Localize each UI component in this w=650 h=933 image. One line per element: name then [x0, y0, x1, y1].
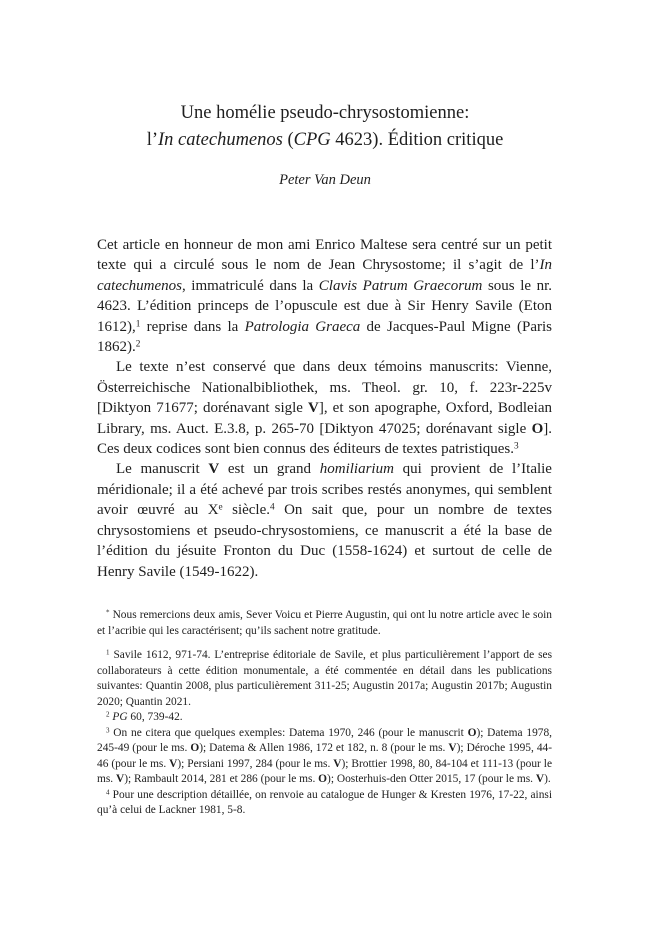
- title-text: l’: [146, 130, 159, 150]
- footnote-text: PG: [112, 711, 128, 723]
- siglum: O: [531, 420, 544, 437]
- text-run: Le texte n’est conservé que dans deux témoins manuscrits: Vienne, Österreichische Nationalbibliothek, ms. Theol. gr. 10, f. 223r-225v [Diktyon 71677; dorénavant sigle: [97, 359, 552, 417]
- footnote-ref-1[interactable]: 1: [135, 318, 141, 329]
- work-title: Clavis Patrum Graecorum: [318, 277, 483, 294]
- text-run: ]. Ces deux codices sont bien connus des éditeurs de textes patristiques.: [97, 420, 552, 458]
- footnote-2: [97, 710, 552, 726]
- footnote-3: [97, 726, 552, 788]
- text-run: Le manuscrit: [116, 461, 209, 478]
- title-line-1: Une homélie pseudo-chrysostomienne:: [180, 103, 470, 123]
- footnote-text: ); Oosterhuis-den Otter 2015, 17 (pour le ms.: [327, 773, 536, 785]
- siglum: V: [535, 773, 545, 785]
- siglum: V: [208, 461, 220, 478]
- siglum: O: [467, 726, 477, 739]
- text-run: On sait que, pour un nombre de textes chrysostomiens et pseudo-chrysostomiens, ce manuscrit a été la base de l’édition du jésuite Fronton du Duc (1558-1624) et surtout de celle de Henry Savile (1549-1622).: [97, 502, 552, 580]
- text-run: reprise dans la: [140, 318, 245, 335]
- ordinal-superscript: e: [218, 502, 223, 513]
- siglum: V: [308, 400, 319, 417]
- footnote-text: ); Datema & Allen 1986, 172 et 182, n. 8 (pour le ms.: [199, 742, 449, 754]
- footnote-mark: 3: [106, 725, 110, 734]
- text-run: est un grand: [219, 461, 320, 478]
- footnote-text: ); Rambault 2014, 281 et 286 (pour le ms.: [124, 773, 319, 785]
- footnote-ref-2[interactable]: 2: [135, 339, 141, 350]
- article-body: [97, 235, 552, 582]
- text-run: siècle.: [222, 502, 270, 519]
- work-title: Patrologia Graeca: [244, 318, 361, 335]
- footnote-text: Savile 1612, 971-74. L’entreprise éditoriale de Savile, et plus particulièrement l’apport de ses collaborateurs à cette édition monumentale, a été commentée en détail dans les publications suivantes: Quantin 2008, plus particulièrement 311-25; Augustin 2017a; Augustin 2017b; Augustin 2020; Quantin 2021.: [97, 649, 552, 708]
- siglum: V: [116, 773, 125, 785]
- footnote-mark: *: [106, 608, 110, 617]
- work-title: In catechumenos: [97, 257, 552, 294]
- text-run: sous le nr. 4623. L’édition princeps de l’opuscule est due à Sir Henry Savile (Eton 1612),: [97, 277, 552, 335]
- title-text: (: [282, 130, 294, 150]
- title-line-2: [0, 127, 650, 154]
- paragraph-1: [97, 235, 552, 357]
- footnote-text: ); Déroche 1995, 44-46 (pour le ms.: [97, 742, 552, 770]
- footnote-ref-3[interactable]: 3: [514, 441, 519, 452]
- footnote-star: [97, 608, 552, 639]
- text-run: Cet article en honneur de mon ami Enrico Maltese sera centré sur un petit texte qui a circulé sous le nom de Jean Chrysostome; il s’agit de l’: [97, 237, 552, 274]
- text-run: qui provient de l’Italie méridionale; il a été achevé par trois scribes restés anonymes, qui semblent avoir œuvré au X: [97, 461, 552, 519]
- siglum: O: [318, 773, 328, 785]
- footnote-mark: 1: [106, 648, 110, 657]
- text-run: , immatriculé dans la: [181, 277, 319, 294]
- footnotes: [97, 608, 552, 819]
- author-name: Peter Van Deun: [279, 172, 371, 188]
- title-work-name: In catechumenos: [158, 130, 283, 150]
- title-cpg: CPG: [293, 130, 331, 150]
- footnote-text: ); Brottier 1998, 80, 84-104 et 111-13 (pour le ms.: [97, 757, 552, 785]
- footnote-text: ); Datema 1978, 245-49 (pour le ms.: [97, 726, 552, 754]
- siglum: V: [333, 757, 342, 770]
- paragraph-3: [97, 459, 552, 581]
- footnote-text: ); Persiani 1997, 284 (pour le ms.: [177, 757, 334, 770]
- footnote-text: 60, 739-42.: [127, 711, 183, 723]
- footnote-4: [97, 788, 552, 819]
- footnote-1: [97, 648, 552, 710]
- footnote-text: Pour une description détaillée, on renvoie au catalogue de Hunger & Kresten 1976, 17-22, ainsi qu’à celui de Lackner 1981, 5-8.: [97, 788, 552, 816]
- title-text: 4623). Édition critique: [330, 130, 504, 150]
- footnote-mark: 2: [106, 710, 110, 719]
- text-run: de Jacques-Paul Migne (Paris 1862).: [97, 318, 552, 356]
- paragraph-2: [97, 357, 552, 459]
- siglum: V: [448, 742, 457, 754]
- siglum: V: [169, 757, 178, 770]
- footnote-ref-4[interactable]: 4: [270, 502, 275, 513]
- footnote-text: ).: [544, 773, 551, 785]
- latin-term: homiliarium: [319, 461, 394, 478]
- text-run: ], et son apographe, Oxford, Bodleian Library, ms. Auct. E.3.8, p. 265-70 [Diktyon 47025; dorénavant sigle: [97, 400, 553, 437]
- article-title: [0, 100, 650, 154]
- footnote-mark: 4: [106, 787, 110, 796]
- footnote-text: On ne citera que quelques exemples: Datema 1970, 246 (pour le manuscrit: [109, 726, 468, 739]
- footnote-text: Nous remercions deux amis, Sever Voicu et Pierre Augustin, qui ont lu notre article avec le soin et l’acribie qui les caractérisent; qu’ils sachent notre gratitude.: [97, 609, 552, 637]
- siglum: O: [190, 742, 200, 754]
